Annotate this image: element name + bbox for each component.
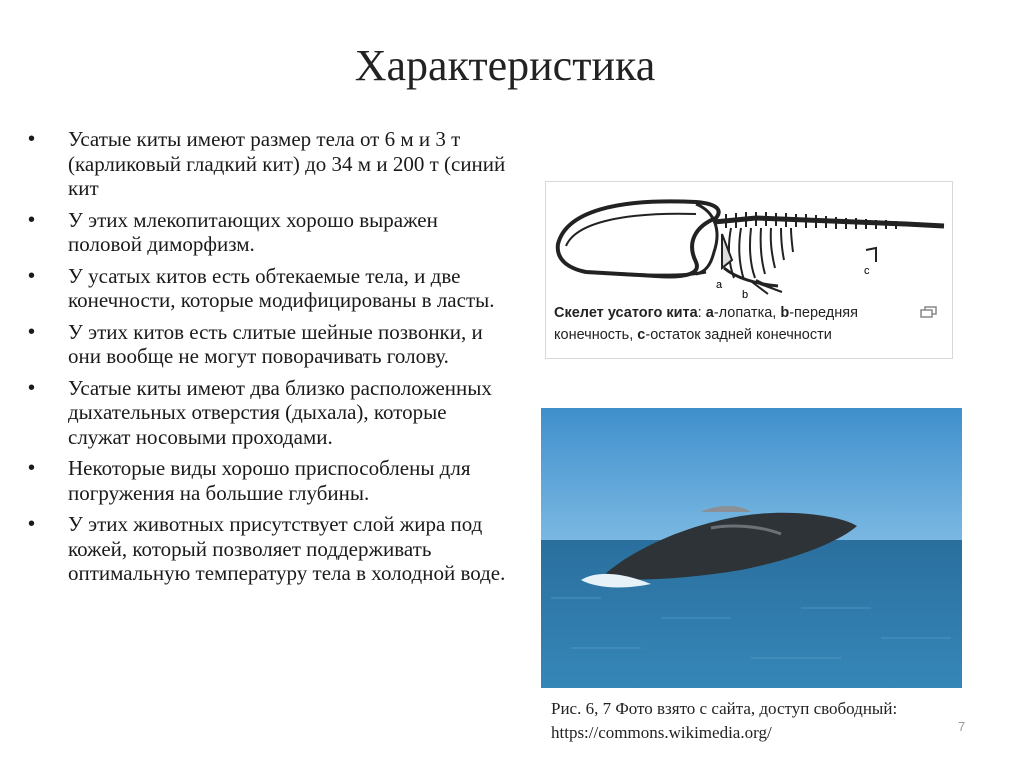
label-a: a <box>716 279 723 291</box>
whale-photo <box>541 408 962 688</box>
bullet-text: У этих животных присутствует слой жира под кожей, который позволяет поддерживать оптимальную температуру тела в холодной воде. <box>68 512 506 585</box>
bullet-text: Усатые киты имеют два близко расположенных дыхательных отверстия (дыхала), которые служат носовыми проходами. <box>68 375 492 449</box>
bullet-dot: • <box>28 128 36 150</box>
photo-caption-line1: Рис. 6, 7 Фото взято с сайта, доступ свободный: <box>551 699 898 718</box>
bullet-list <box>28 127 508 593</box>
whale-photo-drawing <box>541 408 962 688</box>
bullet-item <box>28 456 508 505</box>
bullet-item <box>28 264 508 313</box>
whale-skeleton-drawing <box>546 182 952 300</box>
skeleton-figure <box>545 181 953 359</box>
bullet-text: Некоторые виды хорошо приспособлены для погружения на большие глубины. <box>68 456 471 505</box>
bullet-text: У усатых китов есть обтекаемые тела, и две конечности, которые модифицированы в ласты. <box>68 263 495 312</box>
slide-title: Характеристика <box>354 41 656 90</box>
bullet-dot: • <box>28 264 36 287</box>
expand-icon[interactable] <box>920 306 938 318</box>
bullet-item <box>28 512 508 586</box>
bullet-text: Усатые киты имеют размер тела от 6 м и 3 т (карликовый гладкий кит) до 34 м и 200 т (синий кит <box>68 127 506 200</box>
skeleton-caption: Скелет усатого кита: a-лопатка, b-передняя конечность, c-остаток задней конечности <box>554 305 858 343</box>
bullet-item <box>28 376 508 450</box>
bullet-item <box>28 320 508 369</box>
photo-caption <box>551 697 971 745</box>
bullet-dot: • <box>28 513 36 535</box>
bullet-text: У этих китов есть слитые шейные позвонки, и они вообще не могут поворачивать голову. <box>68 319 483 368</box>
bullet-item <box>28 208 508 257</box>
bullet-dot: • <box>28 376 36 399</box>
photo-caption-link[interactable]: https://commons.wikimedia.org/ <box>551 723 772 742</box>
bullet-text: У этих млекопитающих хорошо выражен половой диморфизм. <box>68 207 438 256</box>
bullet-dot: • <box>28 208 36 231</box>
label-b: b <box>742 289 749 300</box>
bullet-item <box>28 127 508 201</box>
label-c: c <box>864 265 870 277</box>
bullet-dot: • <box>28 457 36 479</box>
bullet-dot: • <box>28 320 36 343</box>
page-number: 7 <box>958 719 966 734</box>
